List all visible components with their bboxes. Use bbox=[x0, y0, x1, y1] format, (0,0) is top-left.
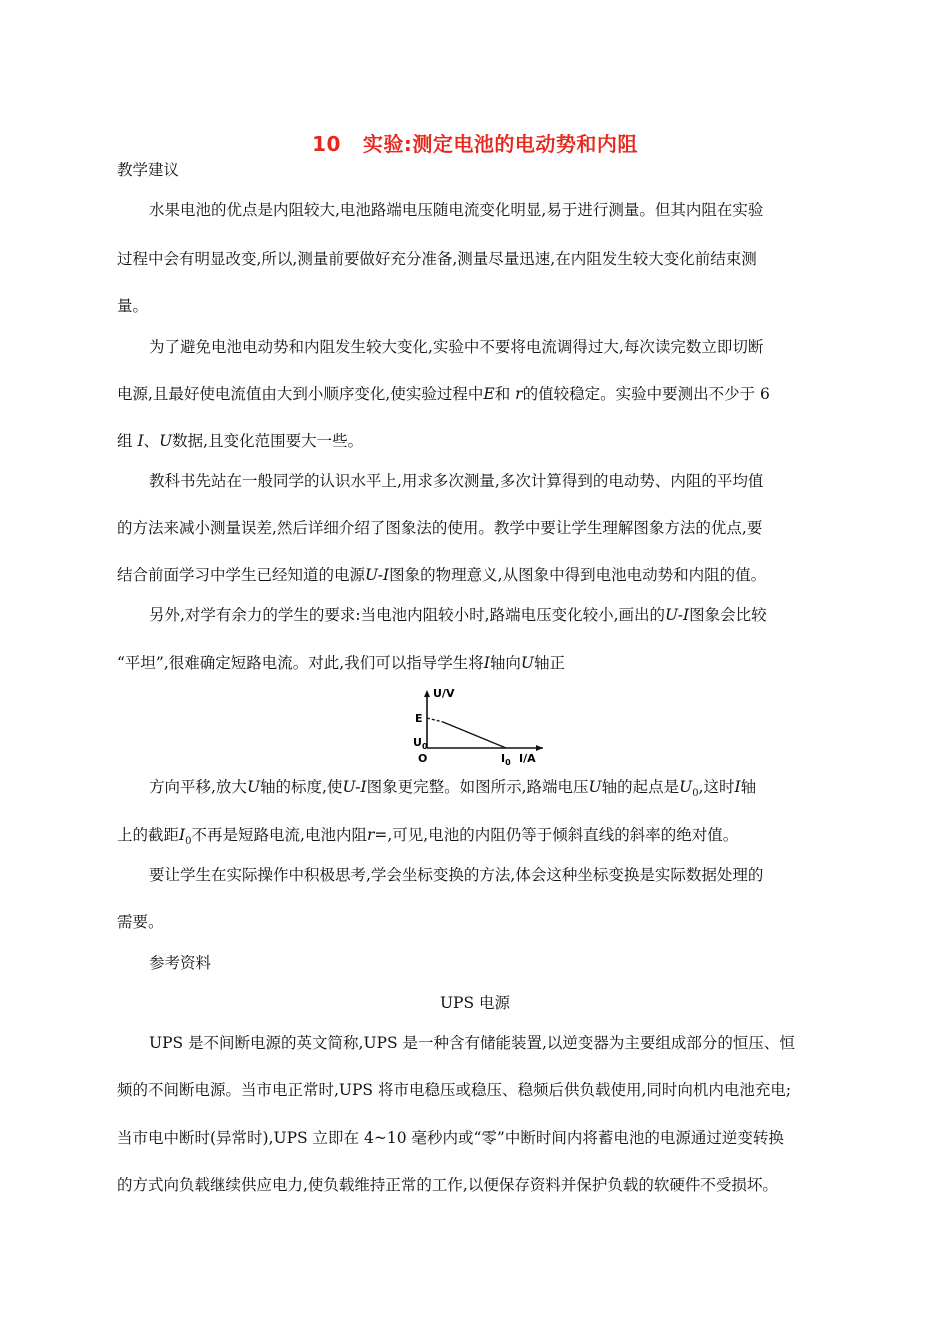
reference-paragraph-line: 的方式向负载继续供应电力,使负载维持正常的工作,以便保存资料并保护负载的软硬件不受损坏。 bbox=[117, 1176, 778, 1194]
label-i0: $I_0$ bbox=[501, 752, 511, 767]
paragraph-line: 方向平移,放大U轴的标度,使U-I图象更完整。如图所示,路端电压U轴的起点是$U_0$,这时I轴 bbox=[149, 778, 757, 800]
paragraph-line: 过程中会有明显改变,所以,测量前要做好充分准备,测量尽量迅速,在内阻发生较大变化前结束测 bbox=[117, 250, 757, 268]
paragraph-line: “平坦”,很难确定短路电流。对此,我们可以指导学生将I轴向U轴正 bbox=[117, 654, 565, 672]
page-title bbox=[0, 128, 950, 157]
reference-paragraph-line: UPS 是不间断电源的英文简称,UPS 是一种含有储能装置,以逆变器为主要组成部分的恒压、恒 bbox=[149, 1034, 795, 1052]
paragraph-line: 教科书先站在一般同学的认识水平上,用求多次测量,多次计算得到的电动势、内阻的平均值 bbox=[149, 472, 764, 490]
paragraph-line: 水果电池的优点是内阻较大,电池路端电压随电流变化明显,易于进行测量。但其内阻在实验 bbox=[149, 201, 764, 219]
u-i-graph-figure bbox=[405, 686, 553, 768]
reference-paragraph-line: 当市电中断时(异常时),UPS 立即在 4~10 毫秒内或“零”中断时间内将蓄电池的电源通过逆变转换 bbox=[117, 1129, 784, 1147]
paragraph-line: 要让学生在实际操作中积极思考,学会坐标变换的方法,体会这种坐标变换是实际数据处理的 bbox=[149, 866, 764, 884]
paragraph-line: 组 I、U数据,且变化范围要大一些。 bbox=[117, 432, 364, 450]
paragraph-line: 上的截距$I_0$不再是短路电流,电池内阻r=,可见,电池的内阻仍等于倾斜直线的斜率的绝对值。 bbox=[117, 826, 739, 848]
u-i-line bbox=[443, 722, 506, 748]
reference-paragraph-line: 频的不间断电源。当市电正常时,UPS 将市电稳压或稳压、稳频后供负载使用,同时向机内电池充电; bbox=[117, 1081, 792, 1099]
y-axis-label: U/V bbox=[433, 687, 455, 700]
paragraph-line: 另外,对学有余力的学生的要求:当电池内阻较小时,路端电压变化较小,画出的U-I图象会比较 bbox=[149, 606, 767, 624]
label-u0: $U_0$ bbox=[413, 736, 428, 751]
section-heading-teaching: 教学建议 bbox=[117, 161, 180, 179]
title-number: 10 bbox=[312, 132, 341, 156]
title-text: 实验:测定电池的电动势和内阻 bbox=[362, 132, 638, 156]
paragraph-line: 需要。 bbox=[117, 913, 164, 931]
label-origin: O bbox=[418, 752, 428, 765]
paragraph-line: 结合前面学习中学生已经知道的电源U-I图象的物理意义,从图象中得到电池电动势和内阻的值。 bbox=[117, 566, 767, 584]
reference-title: UPS 电源 bbox=[439, 994, 511, 1012]
x-axis-label: I/A bbox=[519, 752, 536, 765]
y-axis-arrow bbox=[424, 690, 430, 697]
paragraph-line: 电源,且最好使电流值由大到小顺序变化,使实验过程中E和 r的值较稳定。实验中要测出不少于 6 bbox=[117, 385, 770, 403]
x-axis-arrow bbox=[536, 745, 543, 751]
section-heading-reference: 参考资料 bbox=[149, 954, 212, 972]
paragraph-line: 为了避免电池电动势和内阻发生较大变化,实验中不要将电流调得过大,每次读完数立即切断 bbox=[149, 338, 764, 356]
paragraph-line: 量。 bbox=[117, 297, 149, 315]
dashed-extension bbox=[427, 718, 443, 722]
label-e: E bbox=[415, 712, 423, 725]
paragraph-line: 的方法来减小测量误差,然后详细介绍了图象法的使用。教学中要让学生理解图象方法的优点,要 bbox=[117, 519, 763, 537]
